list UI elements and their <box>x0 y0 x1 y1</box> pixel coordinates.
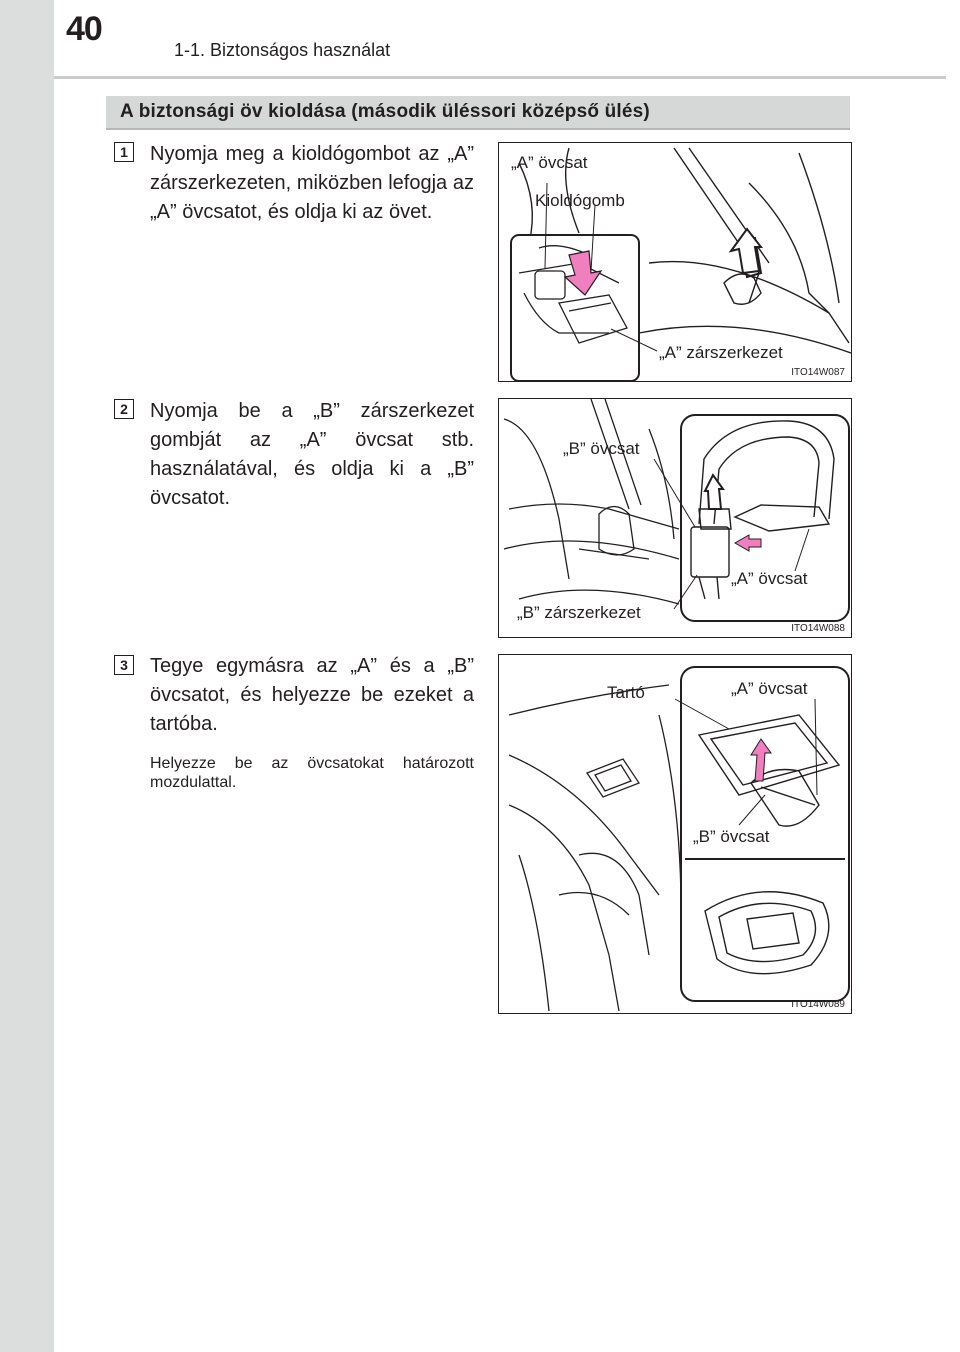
chapter-title: 1-1. Biztonságos használat <box>174 40 391 60</box>
step-2-text: Nyomja be a „B” zárszerkezet gombját az „A” övcsat stb. használatával, és oldja ki a „B” övcsatot. <box>150 400 474 509</box>
step-3-text: Tegye egymásra az „A” és a „B” övcsatot, és helyezze be ezeket a tartóba. <box>150 655 474 735</box>
figure-3-label-a-buckle: „A” övcsat <box>731 679 808 698</box>
figure-2-label-b-lock: „B” zárszerkezet <box>517 603 641 622</box>
figure-1-label-a-buckle: „A” övcsat <box>511 153 588 172</box>
figure-3-label-b-buckle: „B” övcsat <box>693 827 770 846</box>
figure-3-drawing <box>499 655 852 1014</box>
figure-2-label-b-buckle: „B” övcsat <box>563 439 640 458</box>
figure-3-label-holder: Tartó <box>607 683 645 702</box>
page-number: 40 <box>66 10 102 48</box>
section-divider <box>106 128 850 130</box>
step-1-number: 1 <box>114 142 134 162</box>
figure-1-label-release-button: Kioldógomb <box>535 191 625 210</box>
step-3-number: 3 <box>114 655 134 675</box>
figure-2 <box>498 398 852 638</box>
header-divider <box>54 76 946 79</box>
figure-3-code: ITO14W089 <box>791 999 845 1010</box>
figure-1 <box>498 142 852 382</box>
figure-3 <box>498 654 852 1014</box>
figure-1-code: ITO14W087 <box>791 367 845 378</box>
side-band <box>0 0 54 1352</box>
figure-1-label-a-lock: „A” zárszerkezet <box>659 343 783 362</box>
step-1-text: Nyomja meg a kioldógombot az „A” zárszerkezeten, miközben lefogja az „A” övcsatot, és oldja ki az övet. <box>150 143 474 223</box>
section-title: A biztonsági öv kioldása (második üléssori középső ülés) <box>106 96 850 128</box>
figure-2-label-a-buckle: „A” övcsat <box>731 569 808 588</box>
step-2-number: 2 <box>114 399 134 419</box>
step-3-note: Helyezze be az övcsatokat határozott mozdulattal. <box>150 755 474 791</box>
figure-2-code: ITO14W088 <box>791 623 845 634</box>
